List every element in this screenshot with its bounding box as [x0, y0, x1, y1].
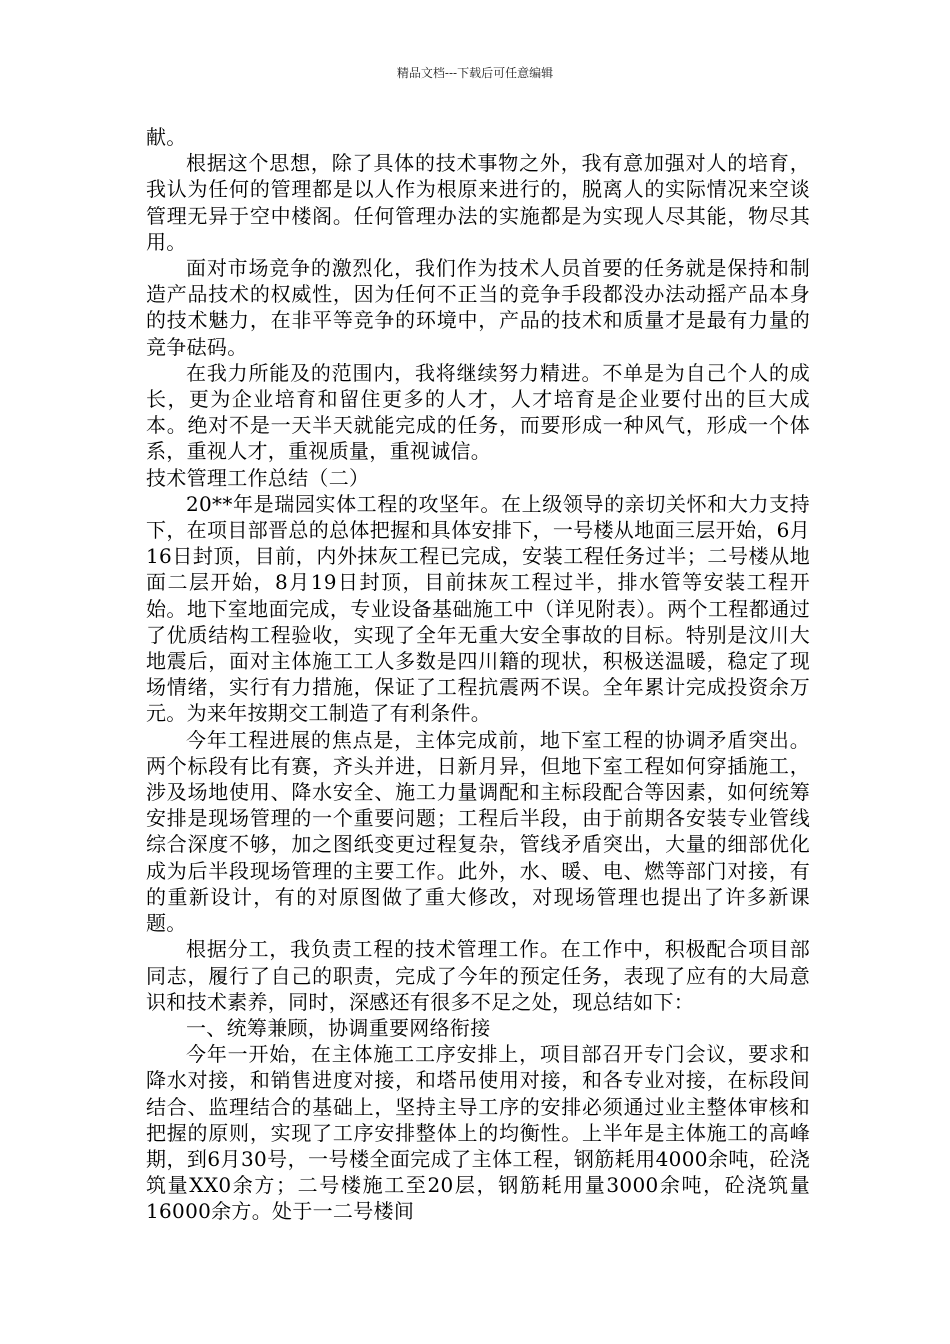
subsection-heading: 一、统筹兼顾，协调重要网络衔接 [186, 1015, 491, 1040]
paragraph-schedule: 今年一开始，在主体施工工序安排上，项目部召开专门会议，要求和降水对接，和销售进度对接，和塔吊使用对接，和各专业对接，在标段间结合、监理结合的基础上，坚持主导工序的安排必须通过业主整体审核和把握的原则，实现了工序安排整体上的均衡性。上半年是主体施工的高峰期，到6月30号，一号楼全面完成了主体工程，钢筋耗用4000余吨，砼浇筑量XX0余方；二号楼施工至20层，钢筋耗用量3000余吨，砼浇筑量16000余方。处于一二号楼间 [146, 1042, 810, 1224]
page-header: 精品文档---下载后可任意编辑 [396, 66, 554, 80]
paragraph-continuation: 献。 [146, 125, 187, 149]
paragraph-competition: 面对市场竞争的激烈化，我们作为技术人员首要的任务就是保持和制造产品技术的权威性，因为任何不正当的竞争手段都没办法动摇产品本身的技术魅力，在非平等竞争的环境中，产品的技术和质量才是最有力量的竞争砝码。 [146, 256, 810, 359]
paragraph-focus: 今年工程进展的焦点是，主体完成前，地下室工程的协调矛盾突出。两个标段有比有赛，齐头并进，日新月异，但地下室工程如何穿插施工，涉及场地使用、降水安全、施工力量调配和主标段配合等因素，如何统筹安排是现场管理的一个重要问题；工程后半段，由于前期各安装专业管线综合深度不够，加之图纸变更过程复杂，管线矛盾突出，大量的细部优化成为后半段现场管理的主要工作。此外，水、暖、电、燃等部门对接，有的重新设计，有的对原图做了重大修改，对现场管理也提出了许多新课题。 [146, 727, 810, 936]
document-body [146, 124, 810, 1225]
paragraph-thinking: 根据这个思想，除了具体的技术事物之外，我有意加强对人的培育，我认为任何的管理都是以人作为根原来进行的，脱离人的实际情况来空谈管理无异于空中楼阁。任何管理办法的实施都是为实现人尽其能，物尽其用。 [146, 151, 810, 254]
paragraph-division: 根据分工，我负责工程的技术管理工作。在工作中，积极配合项目部同志，履行了自己的职责，完成了今年的预定任务，表现了应有的大局意识和技术素养，同时，深感还有很多不足之处，现总结如下： [146, 937, 810, 1014]
section-title: 技术管理工作总结（二） [146, 465, 370, 490]
paragraph-year-summary: 20**年是瑞园实体工程的攻坚年。在上级领导的亲切关怀和大力支持下，在项目部晋总的总体把握和具体安排下，一号楼从地面三层开始，6月16日封顶，目前，内外抹灰工程已完成，安装工程任务过半；二号楼从地面二层开始，8月19日封顶，目前抹灰工程过半，排水管等安装工程开始。地下室地面完成，专业设备基础施工中（详见附表）。两个工程都通过了优质结构工程验收，实现了全年无重大安全事故的目标。特别是汶川大地震后，面对主体施工工人多数是四川籍的现状，积极送温暖，稳定了现场情绪，实行有力措施，保证了工程抗震两不误。全年累计完成投资余万元。为来年按期交工制造了有利条件。 [146, 491, 810, 726]
paragraph-effort: 在我力所能及的范围内，我将继续努力精进。不单是为自己个人的成长，更为企业培育和留住更多的人才，人才培育是企业要付出的巨大成本。绝对不是一天半天就能完成的任务，而要形成一种风气，形成一个体系，重视人才，重视质量，重视诚信。 [146, 360, 810, 464]
